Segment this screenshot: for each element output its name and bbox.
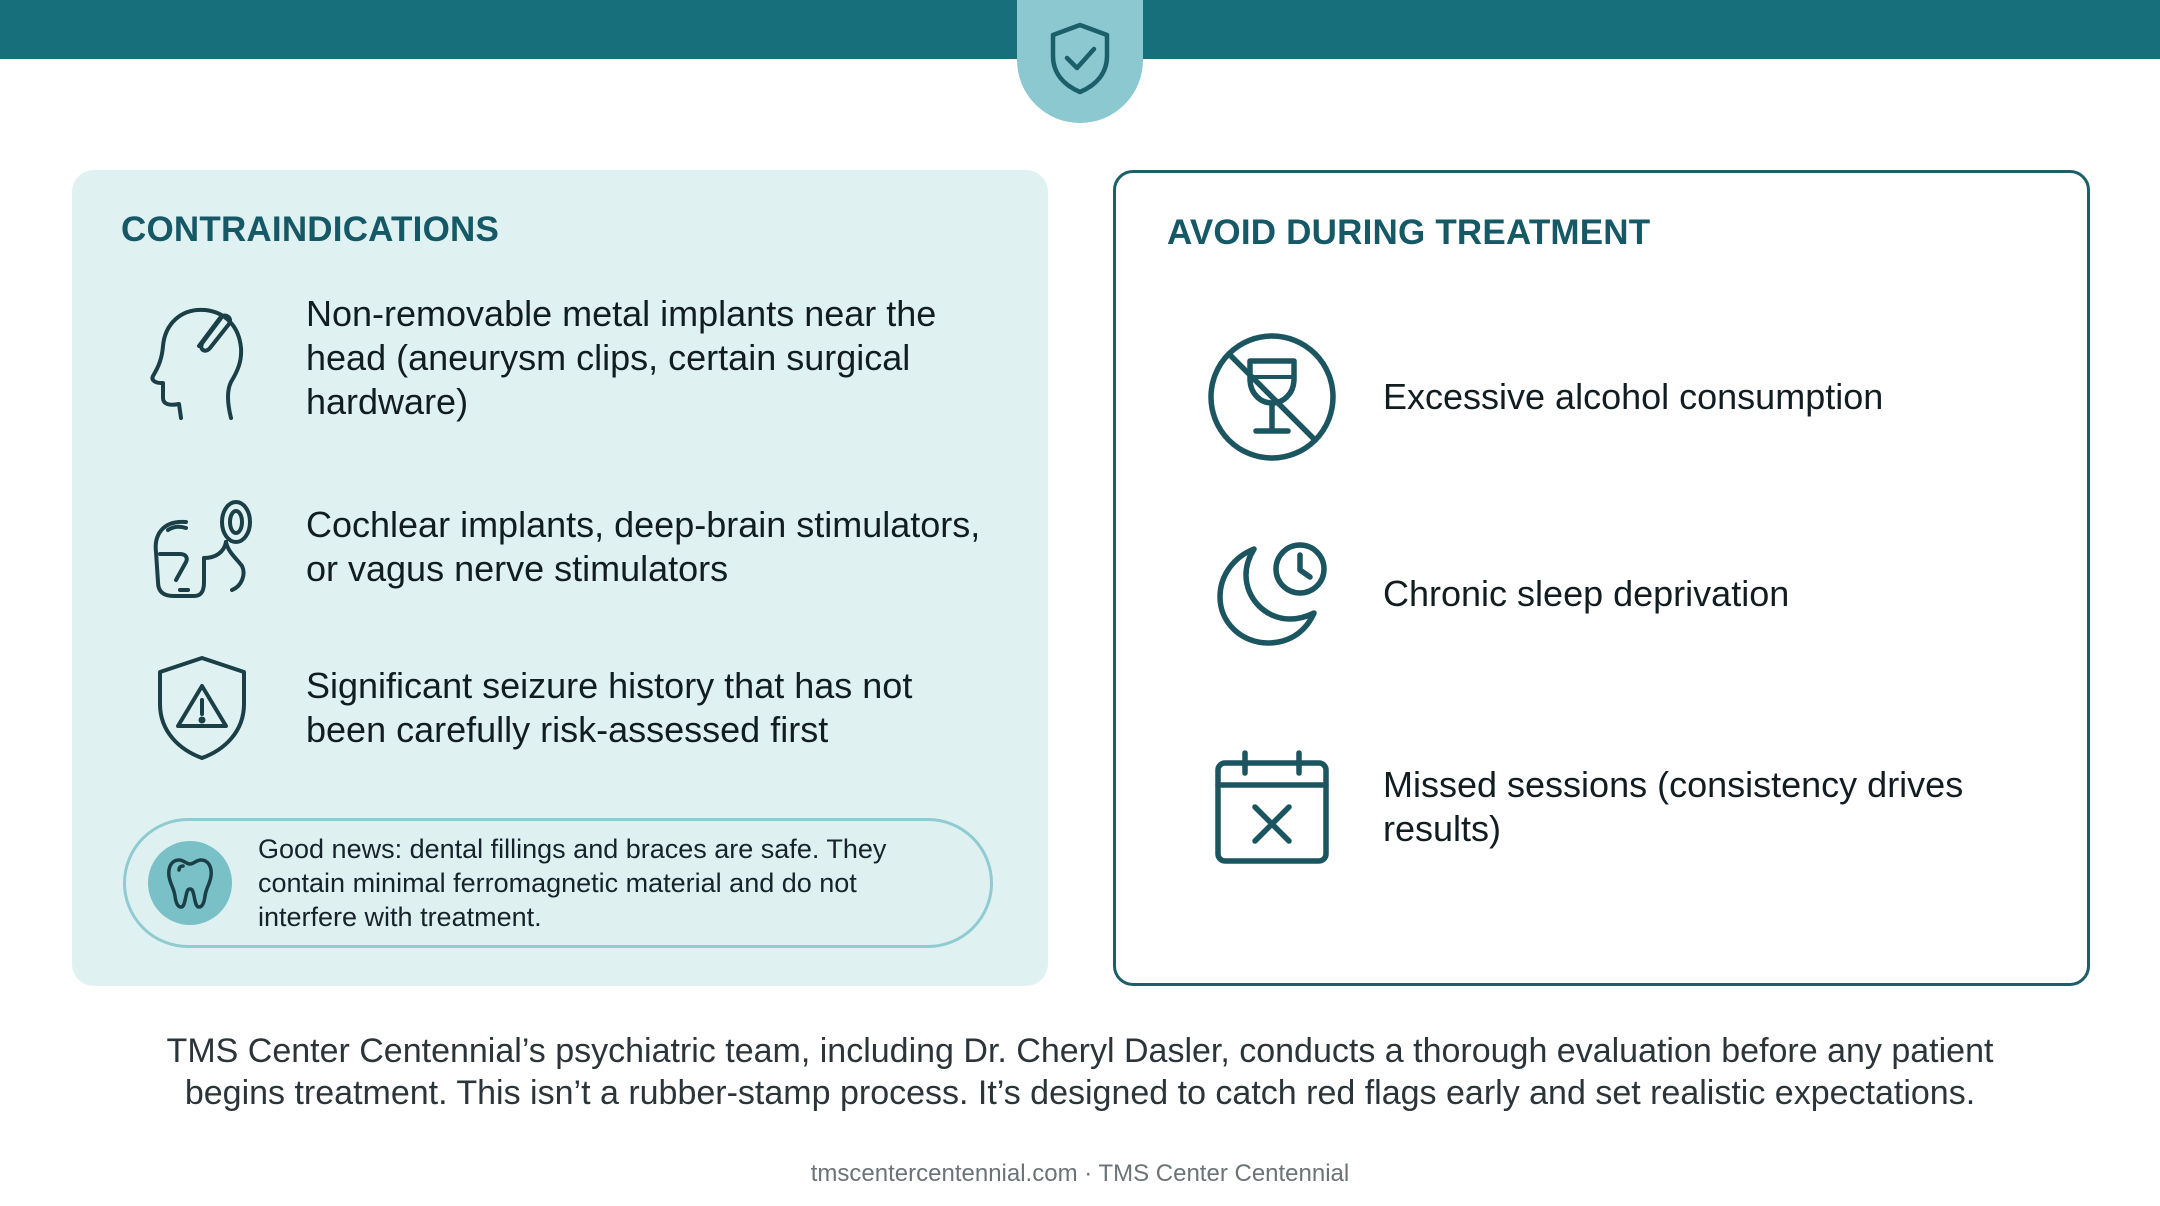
avoid-item-alcohol [1206, 331, 2056, 463]
calendar-x-icon [1206, 749, 1338, 865]
dental-safety-note [123, 818, 993, 948]
contraindications-panel [72, 170, 1048, 986]
avoid-item-missed-sessions [1206, 749, 2056, 865]
contraindication-item-metal-implants [142, 292, 1022, 424]
header-badge [1017, 0, 1143, 123]
contraindication-text-cochlear: Cochlear implants, deep-brain stimulators, or vagus nerve stimulators [306, 504, 981, 589]
summary-line-2: begins treatment. This isn’t a rubber-stamp process. It’s designed to catch red flags early and set realistic expectations. [184, 1074, 1976, 1112]
avoid-text-sleep: Chronic sleep deprivation [1383, 573, 1790, 614]
contraindication-item-seizure [142, 654, 1022, 762]
tooth-icon [148, 841, 232, 925]
avoid-text-missed-sessions: Missed sessions (consistency drives results) [1383, 764, 1964, 849]
moon-clock-icon [1206, 539, 1338, 649]
avoid-panel [1113, 170, 2090, 986]
footer-site: tmscentercentennial.com · TMS Center Centennial [810, 1160, 1350, 1187]
no-alcohol-icon [1206, 331, 1338, 463]
shield-check-icon [1047, 20, 1113, 96]
avoid-item-sleep [1206, 539, 2056, 649]
cochlear-implant-icon [142, 492, 262, 602]
head-paperclip-icon [142, 296, 262, 420]
avoid-text-alcohol: Excessive alcohol consumption [1383, 376, 1884, 417]
contraindication-item-cochlear [142, 492, 1022, 602]
contraindication-text-metal-implants: Non-removable metal implants near the head (aneurysm clips, certain surgical hardware) [306, 293, 937, 422]
evaluation-summary [0, 1030, 2160, 1114]
avoid-title: AVOID DURING TREATMENT [1167, 213, 1651, 252]
contraindication-text-seizure: Significant seizure history that has not been carefully risk-assessed first [306, 665, 913, 750]
dental-note-text: Good news: dental fillings and braces are safe. They contain minimal ferromagnetic material and do not interfere with treatment. [258, 834, 887, 932]
contraindications-title: CONTRAINDICATIONS [121, 210, 500, 249]
summary-line-1: TMS Center Centennial’s psychiatric team, including Dr. Cheryl Dasler, conducts a thorough evaluation before any patient [166, 1032, 1994, 1070]
shield-warning-icon [142, 654, 262, 762]
